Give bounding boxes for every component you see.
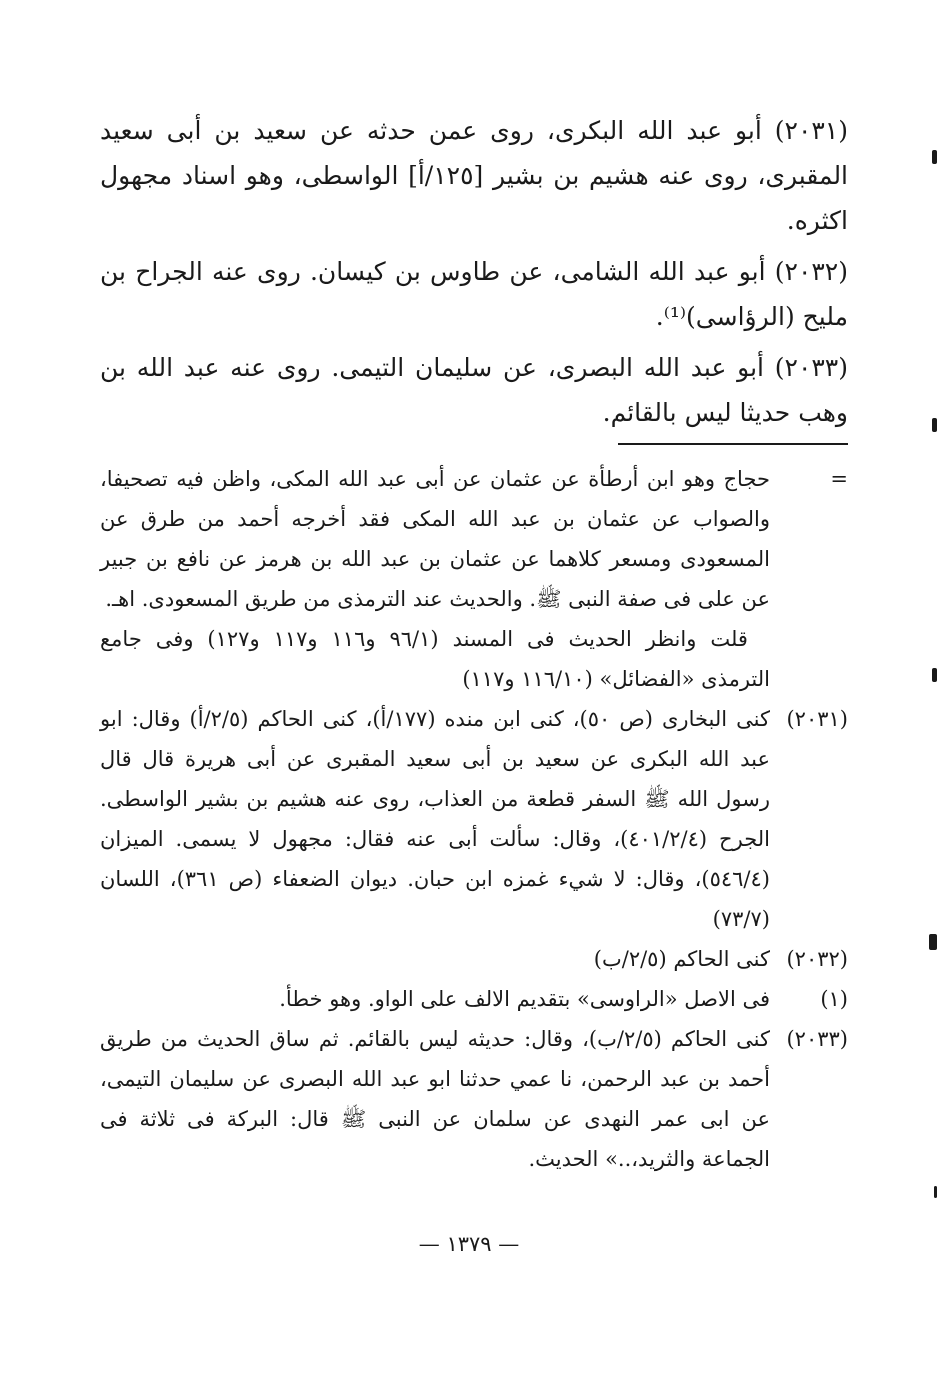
entry-2031: (٢٠٣١) أبو عبد الله البكرى، روى عمن حدثه عن سعيد بن أبى سعيد المقبرى، روى عنه هشيم بن بشير [١٢٥/أ] الواسطى، وهو اسناد مجهول اكثره. [100, 116, 849, 235]
footnote-paragraph [100, 619, 848, 699]
footnote-number: (٢٠٣٢) [786, 947, 848, 971]
footnote-text: فى الاصل «الراوسى» بتقديم الالف على الواو. وهو خطأ. [279, 987, 770, 1011]
footnote-continuation [100, 459, 848, 619]
entry-2033: (٢٠٣٣) أبو عبد الله البصرى، عن سليمان التيمى. روى عنه عبد الله بن وهب حديثا ليس بالقائم. [100, 353, 848, 427]
scan-mark [932, 418, 937, 432]
footnote-2033 [100, 1019, 848, 1179]
scan-mark [932, 668, 937, 682]
footnote-number: (٢٠٣٣) [786, 1027, 848, 1051]
footnote-2031 [100, 699, 848, 939]
footnote-text: كنى البخارى (ص ٥٠)، كنى ابن منده (١٧٧/أ)، كنى الحاكم (٢/٥/أ) وقال: ابو عبد الله البكرى عن سعيد بن أبى سعيد المقبرى عن أبى هريرة قال قال رسول الله ﷺ السفر قطعة من العذاب، روى عنه هشيم بن بشير الواسطى. الجرح (٤٠١/٢/٤)، وقال: سألت أبى عنه فقال: مجهول لا يسمى. الميزان (٥٤٦/٤)، وقال: لا شيء غمزه ابن حبان. ديوان الضعفاء (ص ٣٦١)، اللسان (٧٣/٧) [100, 707, 770, 931]
entry-2032: (٢٠٣٢) أبو عبد الله الشامى، عن طاوس بن كيسان. روى عنه الجراح بن مليح (الرؤاسى)⁽¹⁾. [100, 257, 848, 331]
footnote-text: كنى الحاكم (٢/٥/ب) [593, 947, 770, 971]
footnote-separator [618, 443, 848, 445]
footnote-marker: = [830, 467, 848, 491]
scan-mark [934, 1186, 937, 1198]
footnote-number: (٢٠٣١) [786, 707, 848, 731]
scan-mark [932, 150, 937, 164]
page-body [100, 108, 848, 1179]
scan-mark [929, 934, 937, 950]
footnote-1 [100, 979, 848, 1019]
footnote-text: قلت وانظر الحديث فى المسند (٩٦/١ و١١٦ و١١٧ و١٢٧) وفى جامع الترمذى «الفضائل» (١١٦/١٠ و١١٧) [100, 627, 770, 691]
page-number: — ١٣٧٩ — [418, 1232, 520, 1256]
footnote-2032 [100, 939, 848, 979]
footnote-text: كنى الحاكم (٢/٥/ب)، وقال: حديثه ليس بالقائم. ثم ساق الحديث من طريق أحمد بن عبد الرحمن، نا عمي حدثنا ابو عبد الله البصرى عن سليمان التيمى، عن ابى عمر النهدى عن سلمان عن النبى ﷺ قال: البركة فى ثلاثة فى الجماعة والثريد،..» الحديث. [100, 1027, 770, 1171]
footnotes [100, 459, 848, 1179]
footnote-number: (١) [820, 987, 848, 1011]
main-text [100, 108, 848, 435]
footnote-text: حجاج وهو ابن أرطأة عن عثمان عن أبى عبد الله المكى، واظن فيه تصحيفا، والصواب عن عثمان بن عبد الله المكى فقد أخرجه أحمد من طرق عن المسعودى ومسعر كلاهما عن عثمان بن عبد الله بن هرمز عن نافع بن جبير عن على فى صفة النبى ﷺ. والحديث عند الترمذى من طريق المسعودى. اهـ. [100, 467, 770, 611]
